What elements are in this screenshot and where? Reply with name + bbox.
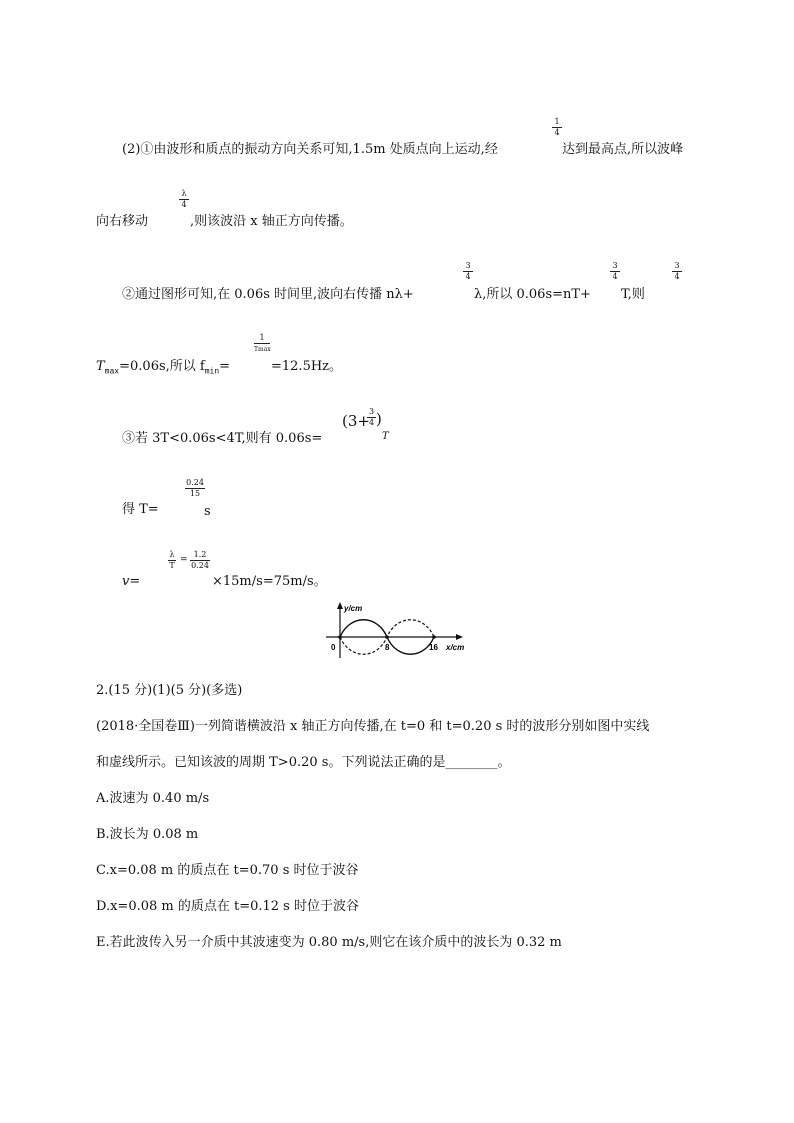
- fraction-denominator: 4: [674, 272, 680, 281]
- fraction-denominator: 4: [612, 272, 618, 281]
- open-paren-three-plus: (3+: [342, 412, 370, 430]
- option-d: D.x=0.08 m 的质点在 t=0.12 s 时位于波谷: [96, 899, 359, 914]
- question-stem-line-2: 和虚线所示。已知该波的周期 T>0.20 s。下列说法正确的是________。: [96, 755, 511, 770]
- fraction-numerator: 1.2: [193, 550, 207, 559]
- fraction-three-quarters-2: [610, 262, 620, 281]
- para-4-text: [96, 360, 230, 376]
- fraction-numerator: 0.24: [186, 478, 204, 487]
- fraction-quarter: [552, 118, 562, 137]
- para-3-text: ②通过图形可知,在 0.06s 时间里,波向右传播 nλ+: [122, 287, 414, 302]
- question-stem-line-1: (2018·全国卷Ⅲ)一列简谐横波沿 x 轴正方向传播,在 t=0 和 t=0.20 s 时的波形分别如图中实线: [96, 719, 650, 734]
- fraction-numerator: 1: [554, 117, 560, 126]
- fraction-denominator: 4: [554, 128, 560, 137]
- para-3-text-end: T,则: [621, 287, 645, 302]
- y-axis-arrow: [337, 602, 343, 609]
- fraction-three-quarters-1: [463, 262, 473, 281]
- para-1-text-end: 达到最高点,所以波峰: [562, 142, 684, 157]
- period-symbol: T: [96, 359, 105, 374]
- fraction-period-value: [185, 479, 205, 498]
- fraction-lambda-quarter: [179, 190, 189, 209]
- fraction-denominator: 15: [189, 489, 201, 498]
- y-axis-label: y/cm: [344, 604, 363, 613]
- para-2-text-end: ,则该波沿 x 轴正方向传播。: [190, 214, 353, 229]
- wave-figure: [320, 600, 470, 662]
- node-dot-8: [385, 635, 389, 639]
- period-symbol-t: T: [382, 431, 389, 442]
- fraction-denominator: 0.24: [191, 561, 209, 570]
- tick-label-8: 8: [385, 643, 390, 652]
- question-header: 2.(15 分)(1)(5 分)(多选): [96, 683, 243, 698]
- fraction-numerator: λ: [169, 550, 175, 559]
- tick-label-16: 16: [429, 643, 438, 652]
- fraction-equals: =: [180, 555, 188, 565]
- node-dot-16: [432, 635, 436, 639]
- fraction-numerator: 3: [612, 261, 618, 270]
- x-axis-arrow: [456, 634, 463, 640]
- para-7-text: v=: [122, 574, 141, 589]
- fraction-numerator: 3: [368, 407, 375, 416]
- fraction-one-over-tmax: [254, 334, 270, 353]
- para-6-text: 得 T=: [122, 502, 159, 517]
- subscript-max: max: [104, 366, 120, 376]
- fraction-denominator: Tmax: [254, 346, 271, 353]
- origin-label: 0: [331, 643, 336, 652]
- fraction-numerator: 3: [465, 261, 471, 270]
- x-axis-label: x/cm: [446, 643, 465, 652]
- fraction-three-quarters-4: [367, 408, 376, 427]
- para-6-unit: s: [204, 504, 211, 519]
- fraction-denominator: 4: [368, 418, 375, 427]
- fraction-denominator: 4: [181, 200, 187, 209]
- option-e: E.若此波传入另一介质中其波速变为 0.80 m/s,则它在该介质中的波长为 0.32 m: [96, 935, 562, 950]
- fraction-numerator: 3: [674, 261, 680, 270]
- option-c: C.x=0.08 m 的质点在 t=0.70 s 时位于波谷: [96, 863, 359, 878]
- para-2-text: 向右移动: [96, 214, 149, 229]
- paren-expression: [342, 412, 370, 430]
- option-a: A.波速为 0.40 m/s: [96, 791, 210, 806]
- para-7-text-end: ×15m/s=75m/s。: [212, 574, 327, 589]
- origin-dot: [338, 635, 342, 639]
- fraction-numerator: 1: [259, 333, 265, 342]
- para-3-text-mid: λ,所以 0.06s=nT+: [474, 287, 591, 302]
- close-paren: ): [376, 410, 382, 428]
- para-1-text: (2)①由波形和质点的振动方向关系可知,1.5m 处质点向上运动,经: [122, 142, 498, 157]
- fraction-three-quarters-3: [672, 262, 682, 281]
- fraction-denominator: T: [169, 561, 175, 570]
- fraction-velocity-value: [190, 551, 210, 570]
- subscript-min: min: [204, 366, 220, 376]
- fraction-numerator: λ: [181, 189, 187, 198]
- option-b: B.波长为 0.08 m: [96, 827, 199, 842]
- para-4-mid: =0.06s,所以 f: [119, 359, 205, 374]
- fraction-denominator: 4: [465, 272, 471, 281]
- fraction-lambda-over-t: [168, 551, 176, 570]
- para-5-text: ③若 3T<0.06s<4T,则有 0.06s=: [122, 431, 323, 446]
- para-4-text-end: =12.5Hz。: [271, 359, 343, 374]
- equals-sign: =: [219, 359, 231, 374]
